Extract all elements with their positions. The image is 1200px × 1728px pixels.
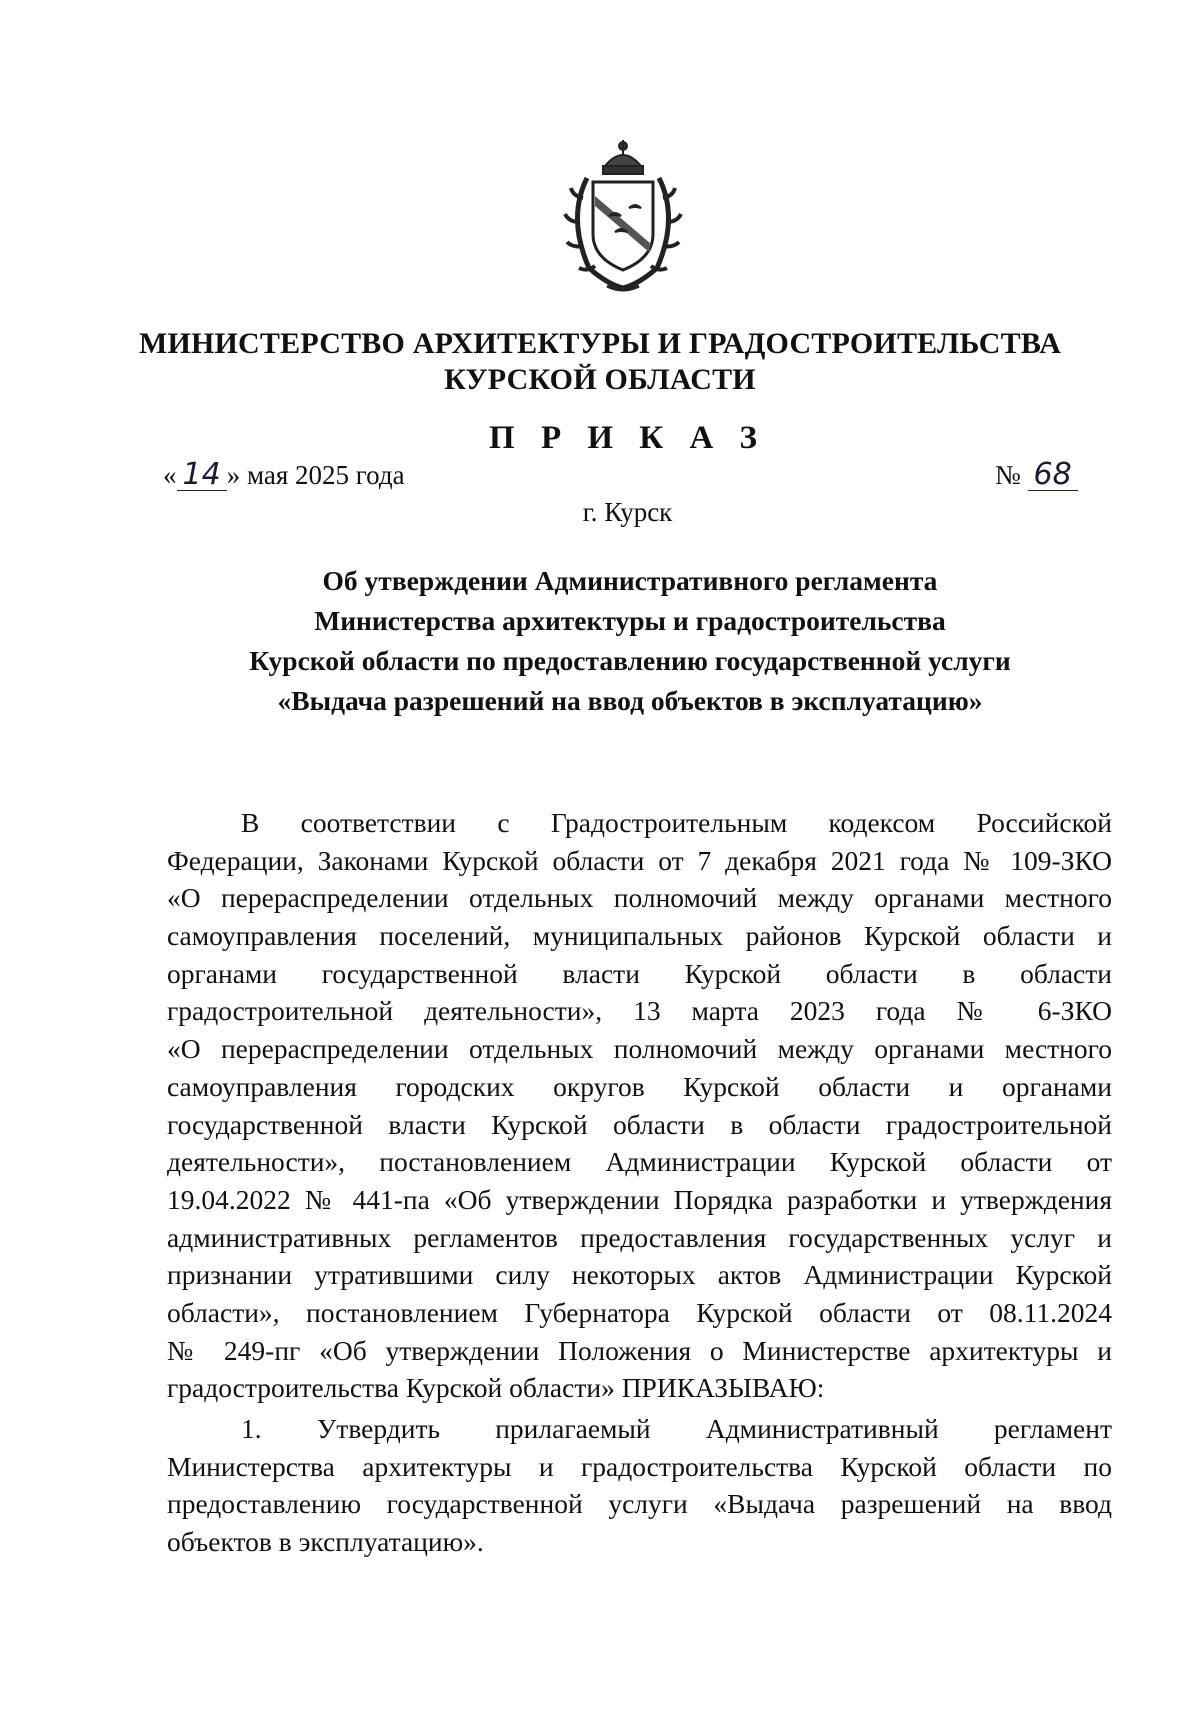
body-line: объектов в эксплуатацию». [167, 1526, 484, 1558]
body-line: № 249-пг «Об утверждении Положения о Министерстве архитектуры и [167, 1334, 1112, 1366]
body-line: органами государственной власти Курской области в области [167, 957, 1112, 989]
subject-line-4: «Выдача разрешений на ввод объектов в эксплуатацию» [277, 685, 983, 716]
body-line: деятельности», постановлением Администрации Курской области от [167, 1146, 1112, 1178]
date-month-year: » мая 2025 года [226, 460, 405, 490]
subject-line-1: Об утверждении Административного регламента [322, 565, 938, 596]
body-line: градостроительства Курской области» ПРИКАЗЫВАЮ: [167, 1372, 825, 1404]
body-line: градостроительной деятельности», 13 марта 2023 года № 6-ЗКО [167, 995, 1112, 1027]
order-date [163, 458, 405, 492]
body-line: «О перераспределении отдельных полномочий между органами местного [167, 882, 1112, 914]
body-line: Министерства архитектуры и градостроительства Курской области по [167, 1450, 1112, 1482]
body-line: В соответствии с Градостроительным кодексом Российской [241, 807, 1112, 838]
body-line: Федерации, Законами Курской области от 7 декабря 2021 года № 109-ЗКО [167, 844, 1112, 876]
body-line: административных регламентов предоставления государственных услуг и [167, 1221, 1112, 1253]
item-1-paragraph [167, 1410, 1112, 1561]
order-title: П Р И К А З [489, 420, 766, 456]
order-city: г. Курск [582, 497, 673, 527]
body-line: признании утратившими силу некоторых актов Администрации Курской [167, 1259, 1112, 1291]
date-day-handwritten: 14 [177, 460, 227, 491]
body-line: 19.04.2022 № 441-па «Об утверждении Порядка разработки и утверждения [167, 1183, 1112, 1215]
subject-line-3: Курской области по предоставлению государственной услуги [249, 645, 1011, 676]
body-line: самоуправления поселений, муниципальных районов Курской области и [167, 920, 1112, 952]
number-sign: № [995, 460, 1021, 490]
date-open-quote: « [163, 460, 177, 490]
body-line: области», постановлением Губернатора Курской области от 08.11.2024 [167, 1296, 1112, 1328]
ministry-name-line2: КУРСКОЙ ОБЛАСТИ [444, 363, 756, 396]
body-line: 1. Утвердить прилагаемый Административный регламент [241, 1413, 1112, 1444]
number-value-handwritten: 68 [1028, 460, 1078, 491]
coat-of-arms-icon [553, 138, 693, 296]
body-line: самоуправления городских округов Курской области и органами [167, 1070, 1112, 1102]
body-line: «О перераспределении отдельных полномочий между органами местного [167, 1033, 1112, 1065]
body-line: государственной власти Курской области в области градостроительной [167, 1108, 1112, 1140]
subject-line-2: Министерства архитектуры и градостроительства [314, 605, 946, 636]
body-line: предоставлению государственной услуги «Выдача разрешений на ввод [167, 1488, 1112, 1520]
preamble-paragraph [167, 804, 1112, 1407]
order-number [995, 458, 1078, 492]
ministry-name-line1: МИНИСТЕРСТВО АРХИТЕКТУРЫ И ГРАДОСТРОИТЕЛЬСТВА [138, 327, 1062, 360]
